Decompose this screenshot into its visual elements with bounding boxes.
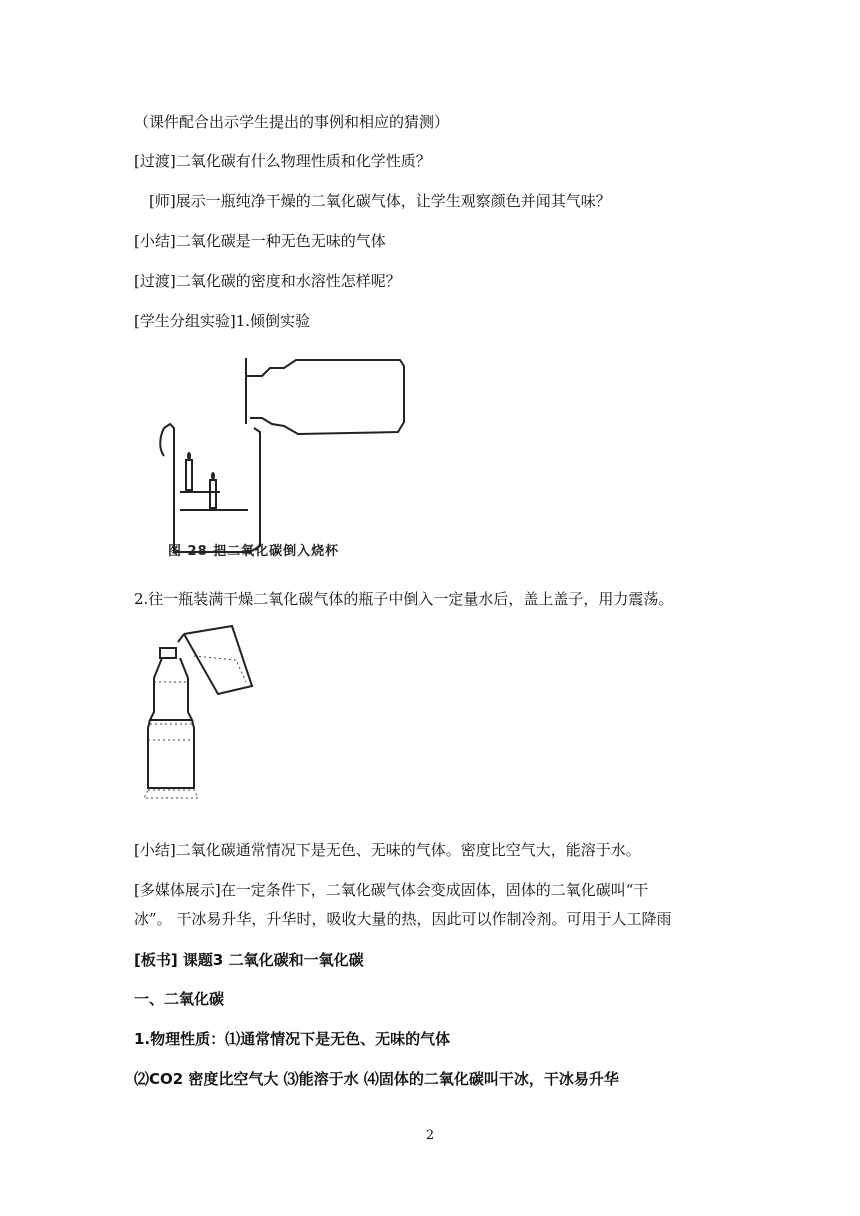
page-number: 2	[425, 1128, 435, 1143]
figure-caption: 图 28 把二氧化碳倒入烧杯	[168, 544, 340, 559]
board-item-1: 1.物理性质：⑴通常情况下是无色、无味的气体	[134, 1030, 451, 1048]
board-title: [板书] 课题3 二氧化碳和一氧化碳	[134, 951, 364, 969]
text-line-1: （课件配合出示学生提出的事例和相应的猜测）	[134, 113, 450, 131]
text-line-5: [过渡]二氧化碳的密度和水溶性怎样呢？	[134, 272, 401, 290]
board-item-2: ⑵CO2 密度比空气大 ⑶能溶于水 ⑷固体的二氧化碳叫干冰，干冰易升华	[134, 1070, 619, 1088]
text-line-9: [多媒体展示]在一定条件下，二氧化碳气体会变成固体，固体的二氧化碳叫“干	[134, 881, 649, 899]
text-line-4: [小结]二氧化碳是一种无色无味的气体	[134, 232, 386, 250]
text-line-2: [过渡]二氧化碳有什么物理性质和化学性质？	[134, 152, 431, 170]
text-line-7: 2.往一瓶装满干燥二氧化碳气体的瓶子中倒入一定量水后，盖上盖子，用力震荡。	[134, 590, 674, 608]
text-line-8: [小结]二氧化碳通常情况下是无色、无味的气体。密度比空气大，能溶于水。	[134, 841, 641, 859]
board-section: 一、二氧化碳	[134, 990, 225, 1008]
pouring-experiment-figure	[150, 352, 410, 562]
water-bottle-figure	[140, 620, 280, 810]
text-line-6: [学生分组实验]1.倾倒实验	[134, 312, 311, 330]
text-line-3: [师]展示一瓶纯净干燥的二氧化碳气体，让学生观察颜色并闻其气味？	[149, 192, 611, 210]
text-line-10: 冰”。 干冰易升华，升华时，吸收大量的热，因此可以作制冷剂。可用于人工降雨	[134, 910, 672, 928]
